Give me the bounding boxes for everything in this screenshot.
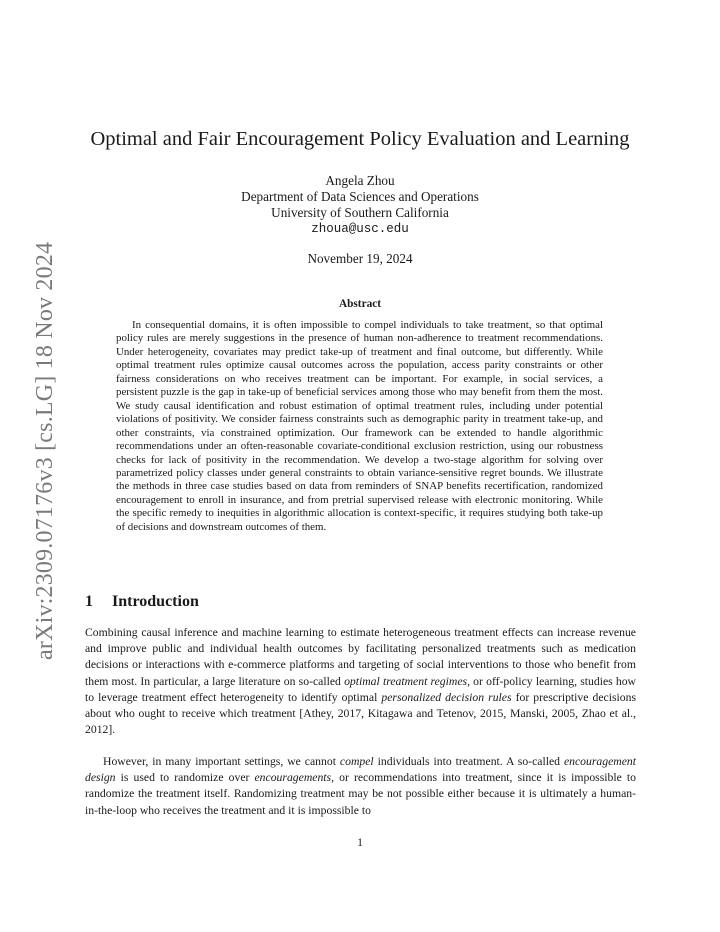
section-heading	[85, 593, 199, 611]
intro-paragraph-1	[85, 625, 636, 738]
section-title: Introduction	[112, 593, 199, 610]
emphasis-text: personalized decision rules	[381, 690, 512, 704]
paragraph-text: However, in many important settings, we cannot	[103, 755, 340, 768]
author-university: University of Southern California	[271, 205, 449, 220]
paragraph-text: is used to randomize over	[115, 771, 255, 785]
paper-date: November 19, 2024	[307, 251, 413, 266]
paragraph-text: individuals into treatment. A so-called	[373, 755, 564, 768]
paragraph-text: Combining causal inference and machine learning to estimate heterogeneous treatment effects can increase revenue and improve public and individual health outcomes by facilitating personalized treatments such as medication decisions or interactions with e-commerce platforms and targeting of social interventions to those who benefit from them most. In particular, a large literature on so-called	[85, 626, 636, 688]
emphasis-text: optimal treatment regimes	[344, 674, 468, 688]
author-block	[60, 173, 660, 237]
author-name: Angela Zhou	[325, 173, 395, 188]
emphasis-text: encouragements	[254, 771, 332, 785]
paper-title: Optimal and Fair Encouragement Policy Evaluation and Learning	[90, 128, 630, 150]
paragraph-text: for prescriptive decisions about who ought to receive which treatment [Athey, 2017, Kitagawa and Tetenov, 2015, Manski, 2005, Zhao et al., 2012].	[85, 690, 637, 737]
paragraph-text: , or off-policy learning, studies how to leverage treatment effect heterogeneity to identify optimal	[85, 674, 636, 704]
abstract-heading: Abstract	[338, 298, 382, 310]
abstract-text: In consequential domains, it is often impossible to compel individuals to take treatment, so that optimal policy rules are merely suggestions in the presence of human non-adherence to treatment recommendations. Under heterogeneity, covariates may predict take-up of treatment and final outcome, but differently. While optimal treatment rules optimize causal outcomes across the population, access parity constraints or other fairness considerations on who receives treatment can be important. For example, in social services, a persistent puzzle is the gap in take-up of beneficial services among those who may benefit from them the most. We study causal identification and robust estimation of optimal treatment rules, including under potential violations of positivity. We consider fairness constraints such as demographic parity in treatment take-up, and other constraints, via constrained optimization. Our framework can be extended to handle algorithmic recommendations under an often-reasonable covariate-conditional exclusion restriction, using our robustness checks for lack of positivity in the recommendation. We develop a two-stage algorithm for solving over parametrized policy classes under general constraints to obtain variance-sensitive regret bounds. We illustrate the methods in three case studies based on data from reminders of SNAP benefits recertification, randomized encouragement to enroll in insurance, and from pretrial supervised release with electronic monitoring. While the specific remedy to inequities in algorithmic allocation is context-specific, it requires studying both take-up of decisions and downstream outcomes of them.	[116, 319, 603, 533]
section-number: 1	[85, 593, 93, 610]
paragraph-text: , or recommendations into treatment, since it is impossible to randomize the treatment itself. Randomizing treatment may be not possible either because it is ultimately a human-in-the-loop who receives the treatment and it is impossible to	[85, 771, 636, 817]
intro-paragraph-2	[85, 754, 636, 819]
author-department: Department of Data Sciences and Operations	[241, 189, 479, 204]
arxiv-stamp-text: arXiv:2309.07176v3 [cs.LG] 18 Nov 2024	[32, 241, 58, 660]
author-email: zhoua@usc.edu	[311, 222, 409, 236]
emphasis-text: compel	[339, 755, 374, 768]
page-number: 1	[357, 836, 363, 849]
emphasis-text: encouragement design	[85, 755, 636, 785]
